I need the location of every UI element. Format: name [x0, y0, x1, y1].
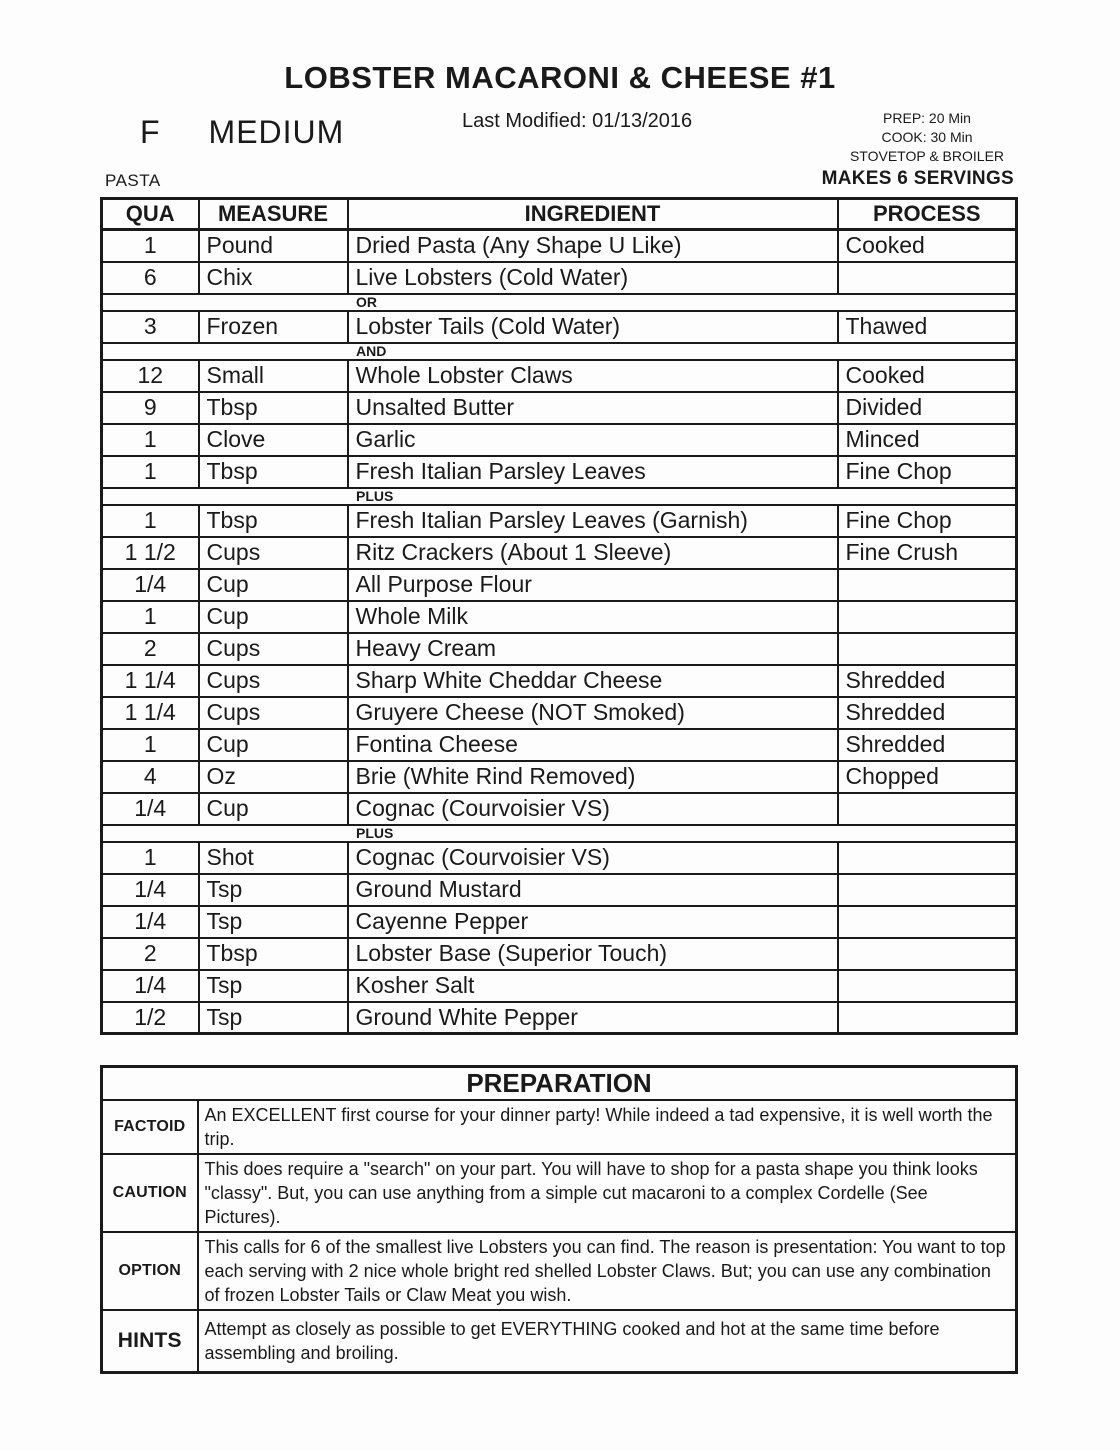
- process-cell: [838, 938, 1017, 970]
- ingredient-cell: Fresh Italian Parsley Leaves (Garnish): [348, 505, 838, 537]
- process-cell: Minced: [838, 424, 1017, 456]
- measure-cell: Cup: [199, 729, 348, 761]
- column-header-process: PROCESS: [838, 199, 1017, 230]
- process-cell: [838, 970, 1017, 1002]
- measure-cell: Frozen: [199, 311, 348, 343]
- ingredient-row: [102, 537, 1017, 569]
- qua-cell: 1: [102, 842, 199, 874]
- ingredients-body: [102, 230, 1017, 1034]
- ingredient-cell: Brie (White Rind Removed): [348, 761, 838, 793]
- column-header-ingredient: INGREDIENT: [348, 199, 838, 230]
- ingredient-cell: Cognac (Courvoisier VS): [348, 793, 838, 825]
- measure-cell: Shot: [199, 842, 348, 874]
- ingredient-row: [102, 793, 1017, 825]
- measure-cell: Cups: [199, 697, 348, 729]
- note-label: HINTS: [102, 1310, 198, 1372]
- note-row: [102, 1232, 1017, 1310]
- process-cell: Fine Chop: [838, 505, 1017, 537]
- prep-time: PREP: 20 Min: [883, 110, 971, 126]
- process-cell: [838, 842, 1017, 874]
- measure-cell: Oz: [199, 761, 348, 793]
- ingredient-row: [102, 1002, 1017, 1034]
- note-row: [102, 1310, 1017, 1372]
- ingredient-cell: Whole Lobster Claws: [348, 360, 838, 392]
- ingredient-cell: Ritz Crackers (About 1 Sleeve): [348, 537, 838, 569]
- separator-label: OR: [102, 294, 1017, 311]
- measure-cell: Pound: [199, 230, 348, 262]
- measure-cell: Small: [199, 360, 348, 392]
- ingredient-cell: Lobster Base (Superior Touch): [348, 938, 838, 970]
- process-cell: Cooked: [838, 230, 1017, 262]
- ingredient-cell: Ground Mustard: [348, 874, 838, 906]
- process-cell: [838, 1002, 1017, 1034]
- qua-cell: 1/4: [102, 906, 199, 938]
- ingredient-row: [102, 874, 1017, 906]
- qua-cell: 1 1/4: [102, 697, 199, 729]
- qua-cell: 2: [102, 938, 199, 970]
- qua-cell: 12: [102, 360, 199, 392]
- measure-cell: Cups: [199, 633, 348, 665]
- measure-cell: Cup: [199, 569, 348, 601]
- measure-cell: Tbsp: [199, 392, 348, 424]
- qua-cell: 1: [102, 456, 199, 488]
- cook-method: STOVETOP & BROILER: [849, 148, 1005, 164]
- qua-cell: 3: [102, 311, 199, 343]
- cook-info-block: [844, 109, 1010, 166]
- measure-cell: Chix: [199, 262, 348, 294]
- grade-row: [140, 114, 344, 151]
- ingredient-cell: Whole Milk: [348, 601, 838, 633]
- qua-cell: 1: [102, 601, 199, 633]
- ingredient-row: [102, 761, 1017, 793]
- ingredient-cell: Heavy Cream: [348, 633, 838, 665]
- note-text: Attempt as closely as possible to get EVERYTHING cooked and hot at the same time before assembling and broiling.: [198, 1310, 1017, 1372]
- qua-cell: 1/4: [102, 874, 199, 906]
- measure-cell: Tsp: [199, 1002, 348, 1034]
- preparation-title-row: [102, 1067, 1017, 1101]
- ingredient-row: [102, 665, 1017, 697]
- process-cell: [838, 874, 1017, 906]
- note-text: This does require a "search" on your part. You will have to shop for a pasta shape you think looks "classy". But, you can use anything from a simple cut macaroni to a complex Cordelle (See Pictures).: [198, 1154, 1017, 1232]
- qua-cell: 1: [102, 505, 199, 537]
- qua-cell: 1 1/2: [102, 537, 199, 569]
- ingredient-row: [102, 633, 1017, 665]
- page-title: LOBSTER MACARONI & CHEESE #1: [284, 60, 836, 95]
- ingredient-cell: Garlic: [348, 424, 838, 456]
- ingredients-table-header: [102, 199, 1017, 230]
- qua-cell: 1: [102, 729, 199, 761]
- ingredient-cell: Kosher Salt: [348, 970, 838, 1002]
- qua-cell: 1: [102, 230, 199, 262]
- qua-cell: 6: [102, 262, 199, 294]
- process-cell: [838, 906, 1017, 938]
- ingredient-row: [102, 262, 1017, 294]
- preparation-body: [102, 1067, 1017, 1373]
- qua-cell: 4: [102, 761, 199, 793]
- ingredient-cell: Ground White Pepper: [348, 1002, 838, 1034]
- process-cell: Fine Chop: [838, 456, 1017, 488]
- process-cell: [838, 601, 1017, 633]
- ingredients-table: [100, 197, 1018, 1035]
- qua-cell: 9: [102, 392, 199, 424]
- note-row: [102, 1100, 1017, 1154]
- ingredient-row: [102, 569, 1017, 601]
- ingredient-row: [102, 697, 1017, 729]
- separator-row: [102, 825, 1017, 842]
- note-text: An EXCELLENT first course for your dinner party! While indeed a tad expensive, it is well worth the trip.: [198, 1100, 1017, 1154]
- header-row: [102, 199, 1017, 230]
- ingredient-cell: Cognac (Courvoisier VS): [348, 842, 838, 874]
- ingredient-row: [102, 360, 1017, 392]
- process-cell: Shredded: [838, 729, 1017, 761]
- ingredient-row: [102, 906, 1017, 938]
- process-cell: Shredded: [838, 697, 1017, 729]
- process-cell: [838, 793, 1017, 825]
- difficulty-label: MEDIUM: [208, 114, 345, 150]
- process-cell: Thawed: [838, 311, 1017, 343]
- process-cell: [838, 633, 1017, 665]
- ingredient-cell: Fontina Cheese: [348, 729, 838, 761]
- process-cell: Cooked: [838, 360, 1017, 392]
- ingredient-row: [102, 230, 1017, 262]
- measure-cell: Cup: [199, 793, 348, 825]
- column-header-measure: MEASURE: [199, 199, 348, 230]
- separator-row: [102, 343, 1017, 360]
- ingredient-cell: Dried Pasta (Any Shape U Like): [348, 230, 838, 262]
- servings-label: MAKES 6 SERVINGS: [821, 168, 1014, 189]
- ingredient-cell: Unsalted Butter: [348, 392, 838, 424]
- column-header-qua: QUA: [102, 199, 199, 230]
- preparation-table: [100, 1065, 1018, 1374]
- separator-row: [102, 294, 1017, 311]
- qua-cell: 1/4: [102, 970, 199, 1002]
- ingredient-row: [102, 311, 1017, 343]
- process-cell: [838, 262, 1017, 294]
- qua-cell: 2: [102, 633, 199, 665]
- note-text: This calls for 6 of the smallest live Lobsters you can find. The reason is presentation: You want to top each serving with 2 nice whole bright red shelled Lobster Claws. But; you can use any combination of frozen Lobster Tails or Claw Meat you wish.: [198, 1232, 1017, 1310]
- ingredient-row: [102, 970, 1017, 1002]
- note-row: [102, 1154, 1017, 1232]
- ingredient-row: [102, 601, 1017, 633]
- separator-row: [102, 488, 1017, 505]
- ingredient-cell: Sharp White Cheddar Cheese: [348, 665, 838, 697]
- grade-letter: F: [140, 114, 161, 150]
- measure-cell: Tbsp: [199, 505, 348, 537]
- category-label: PASTA: [105, 171, 161, 190]
- process-cell: Shredded: [838, 665, 1017, 697]
- measure-cell: Cups: [199, 665, 348, 697]
- ingredient-cell: Fresh Italian Parsley Leaves: [348, 456, 838, 488]
- measure-cell: Tsp: [199, 970, 348, 1002]
- ingredient-cell: Live Lobsters (Cold Water): [348, 262, 838, 294]
- process-cell: Fine Crush: [838, 537, 1017, 569]
- process-cell: Chopped: [838, 761, 1017, 793]
- separator-label: PLUS: [102, 488, 1017, 505]
- separator-label: AND: [102, 343, 1017, 360]
- cook-time: COOK: 30 Min: [881, 129, 973, 145]
- ingredient-row: [102, 424, 1017, 456]
- measure-cell: Tbsp: [199, 456, 348, 488]
- ingredient-row: [102, 456, 1017, 488]
- ingredient-cell: Cayenne Pepper: [348, 906, 838, 938]
- ingredient-cell: All Purpose Flour: [348, 569, 838, 601]
- last-modified-date: Last Modified: 01/13/2016: [462, 110, 693, 132]
- qua-cell: 1/2: [102, 1002, 199, 1034]
- ingredient-row: [102, 842, 1017, 874]
- process-cell: Divided: [838, 392, 1017, 424]
- qua-cell: 1 1/4: [102, 665, 199, 697]
- measure-cell: Tsp: [199, 874, 348, 906]
- preparation-title: PREPARATION: [102, 1067, 1017, 1101]
- note-label: OPTION: [102, 1232, 198, 1310]
- ingredient-cell: Gruyere Cheese (NOT Smoked): [348, 697, 838, 729]
- ingredient-row: [102, 505, 1017, 537]
- measure-cell: Tbsp: [199, 938, 348, 970]
- qua-cell: 1: [102, 424, 199, 456]
- process-cell: [838, 569, 1017, 601]
- ingredient-row: [102, 729, 1017, 761]
- measure-cell: Clove: [199, 424, 348, 456]
- ingredient-row: [102, 392, 1017, 424]
- measure-cell: Tsp: [199, 906, 348, 938]
- separator-label: PLUS: [102, 825, 1017, 842]
- ingredient-row: [102, 938, 1017, 970]
- qua-cell: 1/4: [102, 793, 199, 825]
- measure-cell: Cup: [199, 601, 348, 633]
- note-label: FACTOID: [102, 1100, 198, 1154]
- qua-cell: 1/4: [102, 569, 199, 601]
- measure-cell: Cups: [199, 537, 348, 569]
- note-label: CAUTION: [102, 1154, 198, 1232]
- ingredient-cell: Lobster Tails (Cold Water): [348, 311, 838, 343]
